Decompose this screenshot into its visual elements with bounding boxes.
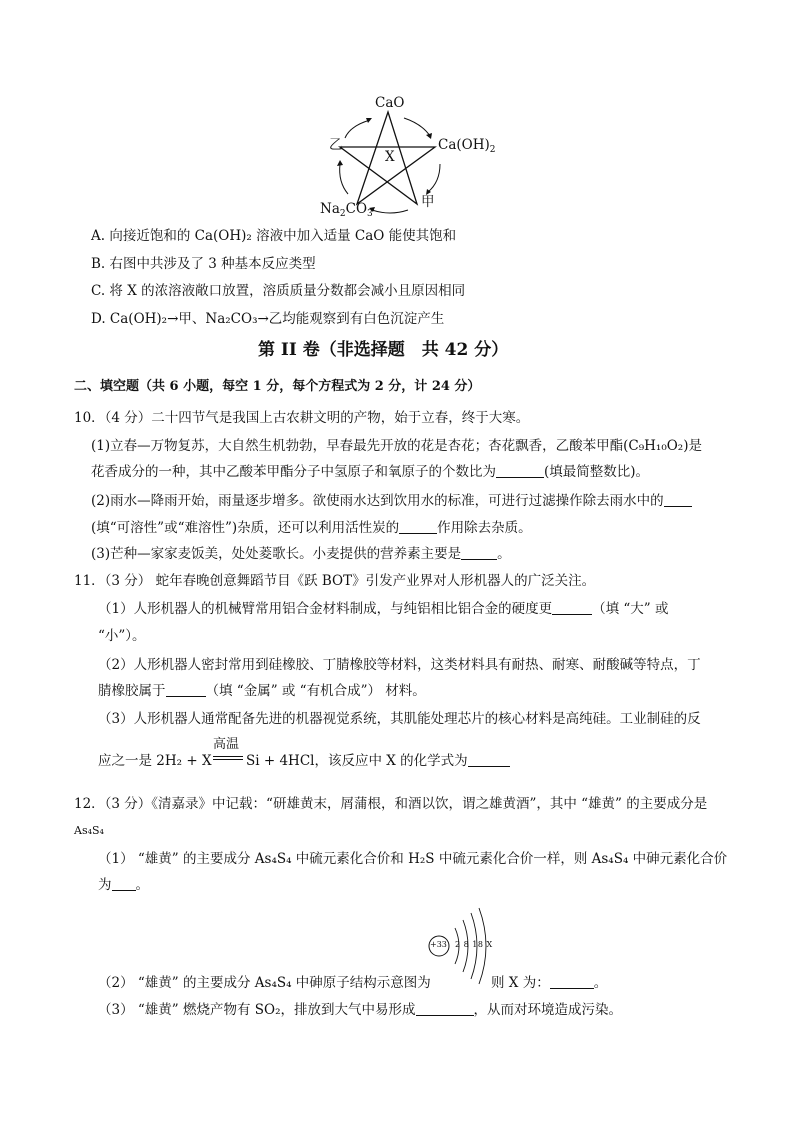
option-d: D. Ca(OH)₂→甲、Na₂CO₃→乙均能观察到有白色沉淀产生 xyxy=(91,311,445,327)
atom-nucleus-charge: +33 xyxy=(430,940,447,949)
q12-p2-answer: 则 X 为： 。 xyxy=(491,975,608,991)
q11-head: 11．（3 分） 蛇年春晚创意舞蹈节目《跃 BOT》引发产业界对人形机器人的广泛关注。 xyxy=(74,573,596,589)
reaction-condition: 高温 xyxy=(213,737,240,752)
q10-p1-line2: 花香成分的一种，其中乙酸苯甲酯分子中氢原子和氧原子的个数比为 (填最简整数比)。 xyxy=(91,464,650,480)
section-title: 第 II 卷（非选择题 共 42 分） xyxy=(258,340,509,360)
option-b: B. 右图中共涉及了 3 种基本反应类型 xyxy=(91,256,316,272)
arrow-icon xyxy=(340,164,348,194)
option-a: A. 向接近饱和的 Ca(OH)₂ 溶液中加入适量 CaO 能使其饱和 xyxy=(91,228,457,244)
q11-p1-line2: “小”）。 xyxy=(98,628,146,644)
q10-head: 10．（4 分）二十四节气是我国上古农耕文明的产物，始于立春，终于大寒。 xyxy=(74,410,530,426)
arrow-icon xyxy=(404,118,430,136)
q11-p3-line2a: 应之一是 2H₂ + X xyxy=(98,753,212,769)
q12-formula: As₄S₄ xyxy=(74,824,104,837)
q11-p3-line2b: Si + 4HCl，该反应中 X 的化学式为 xyxy=(246,752,510,770)
equation-equals-sign xyxy=(213,756,243,760)
arrow-icon xyxy=(372,210,408,213)
q10-p1-line1: (1)立春—万物复苏，大自然生机勃勃，早春最先开放的花是杏花；杏花飘香，乙酸苯甲酯(C₉H₁₀O₂)是 xyxy=(91,438,702,454)
arrow-icon xyxy=(428,164,440,192)
q10-p2-line1: (2)雨水—降雨开始，雨量逐步增多。欲使雨水达到饮用水的标准，可进行过滤操作除去雨水中的 xyxy=(91,492,692,510)
q12-head: 12．（3 分）《清嘉录》中记载：“研雄黄末，屑蒲根，和酒以饮，谓之雄黄酒”，其中 “雄黄” 的主要成分是 xyxy=(74,796,708,812)
arrow-icon xyxy=(345,120,370,138)
q12-p1-line2: 为 。 xyxy=(98,877,149,893)
q11-p1-line1: （1）人形机器人的机械臂常用铝合金材料制成，与纯铝相比铝合金的硬度更 （填 “大” 或 xyxy=(98,601,669,617)
q12-p1-line1: （1） “雄黄” 的主要成分 As₄S₄ 中硫元素化合价和 H₂S 中硫元素化合价一样，则 As₄S₄ 中砷元素化合价 xyxy=(98,851,728,867)
diagram-label-left: 乙 xyxy=(329,137,343,153)
q10-p3: (3)芒种—家家麦饭美，处处菱歌长。小麦提供的营养素主要是 。 xyxy=(91,546,511,562)
diagram-label-right: $Ca(OH)_2$ xyxy=(438,137,496,155)
q12-p3-line: （3） “雄黄” 燃烧产物有 SO₂，排放到大气中易形成 ，从而对环境造成污染。 xyxy=(98,1002,622,1018)
diagram-label-top: CaO xyxy=(375,95,405,111)
diagram-label-bottom-right: 甲 xyxy=(421,194,435,210)
q11-p2-line2: 腈橡胶属于 （填 “金属” 或 “有机合成”） 材料。 xyxy=(98,683,426,699)
option-c: C. 将 X 的浓溶液敞口放置，溶质质量分数都会减小且原因相同 xyxy=(91,283,466,299)
section-header: 二、填空题（共 6 小题，每空 1 分，每个方程式为 2 分，计 24 分） xyxy=(74,379,481,394)
diagram-label-bottom-left: $Na_2CO_3$ xyxy=(320,201,373,219)
atom-electron-shells: 2 8 18 X xyxy=(455,940,493,949)
q11-p3-line1: （3）人形机器人通常配备先进的机器视觉系统，其肌能处理芯片的核心材料是高纯硅。工业制硅的反 xyxy=(98,711,701,727)
q10-p2-line2: (填“可溶性”或“难溶性”)杂质，还可以利用活性炭的 作用除去杂质。 xyxy=(91,520,532,536)
q11-p2-line1: （2）人形机器人密封常用到硅橡胶、丁腈橡胶等材料，这类材料具有耐热、耐寒、耐酸碱等特点，丁 xyxy=(98,657,701,673)
q12-p2-line: （2） “雄黄” 的主要成分 As₄S₄ 中砷原子结构示意图为 xyxy=(98,975,431,991)
diagram-label-center: X xyxy=(385,149,395,165)
